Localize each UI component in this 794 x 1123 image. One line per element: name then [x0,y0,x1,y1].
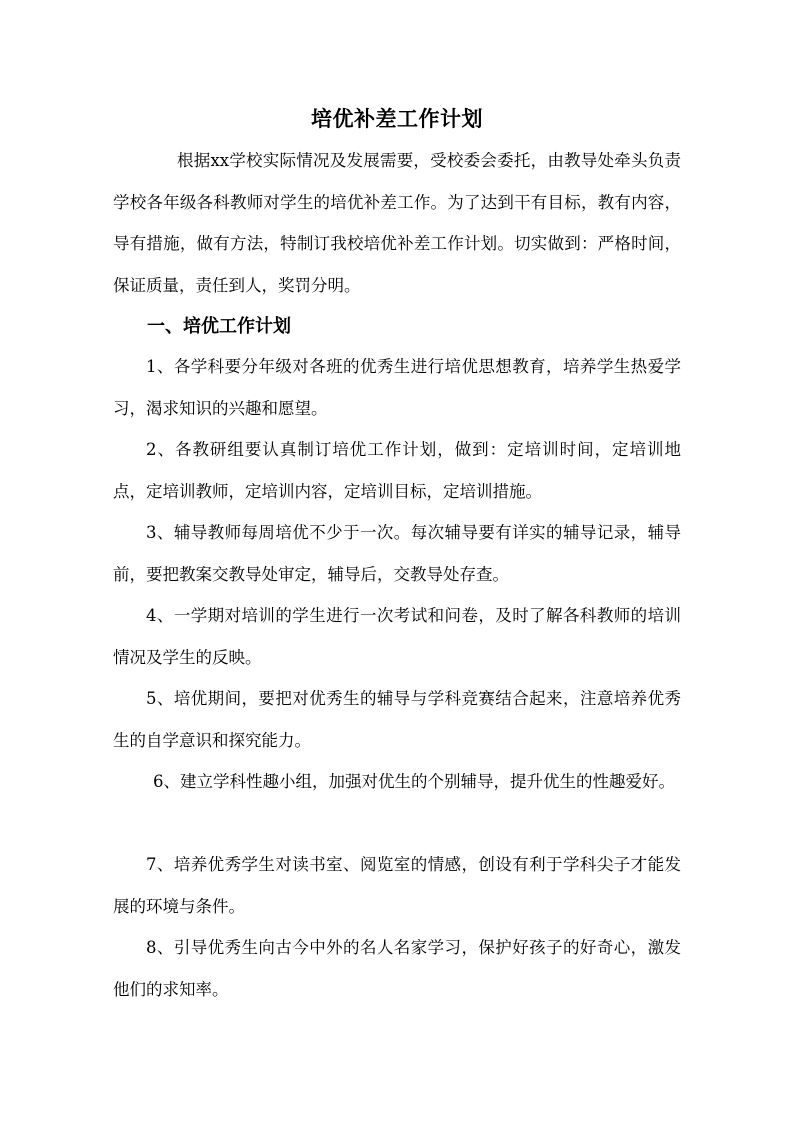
section-heading: 一、培优工作计划 [147,316,291,337]
plan-item-5: 5、培优期间，要把对优秀生的辅导与学科竞赛结合起来，注意培养优秀生的自学意识和探究能力。 [113,689,681,750]
plan-item-6: 6、建立学科性趣小组，加强对优生的个别辅导，提升优生的性趣爱好。 [153,772,675,791]
plan-item-8: 8、引导优秀生向古今中外的名人名家学习，保护好孩子的好奇心，激发他们的求知率。 [113,938,681,999]
plan-item-1: 1、各学科要分年级对各班的优秀生进行培优思想教育，培养学生热爱学习，渴求知识的兴趣和愿望。 [113,357,681,418]
plan-item-4: 4、一学期对培训的学生进行一次考试和问卷，及时了解各科教师的培训情况及学生的反映。 [113,606,681,667]
document-title: 培优补差工作计划 [311,106,483,131]
intro-paragraph: 根据xx学校实际情况及发展需要，受校委会委托，由教导处牵头负责学校各年级各科教师对学生的培优补差工作。为了达到干有目标，教有内容，导有措施，做有方法，特制订我校培优补差工作计划。切实做到：严格时间，保证质量，责任到人，奖罚分明。 [113,151,681,295]
plan-item-3: 3、辅导教师每周培优不少于一次。每次辅导要有详实的辅导记录，辅导前，要把教案交教导处审定，辅导后，交教导处存查。 [113,523,681,584]
plan-item-2: 2、各教研组要认真制订培优工作计划，做到：定培训时间，定培训地点，定培训教师，定培训内容，定培训目标，定培训措施。 [113,440,681,501]
plan-item-7: 7、培养优秀学生对读书室、阅览室的情感，创设有利于学科尖子才能发展的环境与条件。 [113,855,681,916]
